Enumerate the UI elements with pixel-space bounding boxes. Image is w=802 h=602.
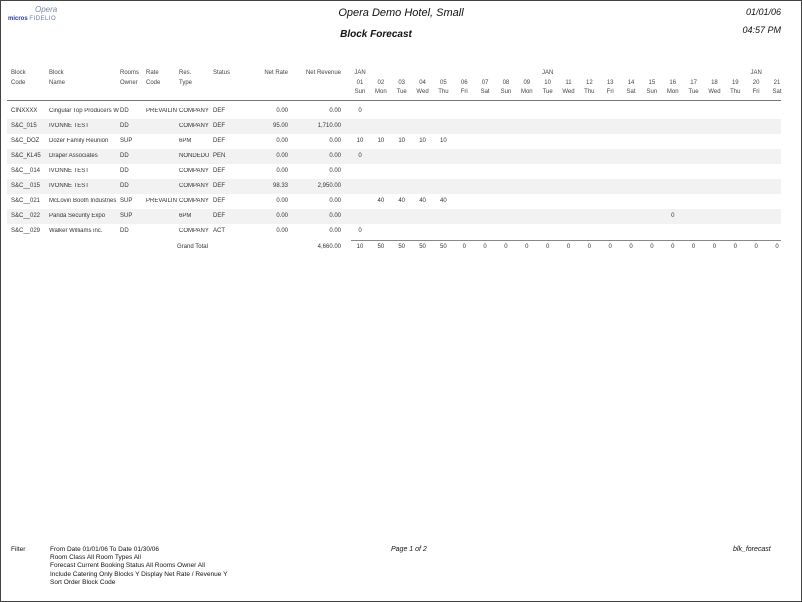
rooms-owner: DD bbox=[120, 183, 129, 189]
day-value: 10 bbox=[419, 138, 426, 144]
day-number: 01 bbox=[356, 80, 364, 86]
day-number: 13 bbox=[606, 80, 614, 86]
net-rate: 0.00 bbox=[276, 108, 288, 114]
block-name: IVONNE TEST bbox=[49, 123, 89, 129]
opera-logo: Opera bbox=[35, 5, 58, 14]
col-net-revenue: Net Revenue bbox=[305, 70, 341, 76]
block-name: Dozer Family Reunion bbox=[49, 138, 109, 144]
grand-total-day-value: 50 bbox=[398, 244, 406, 250]
grand-total-day-value: 0 bbox=[545, 244, 550, 250]
day-value: 0 bbox=[358, 228, 362, 234]
rooms-owner: SUP bbox=[120, 213, 133, 219]
grand-total-day-value: 10 bbox=[356, 244, 364, 250]
filter-line: Sort Order Block Code bbox=[50, 578, 116, 586]
res-type: COMPANY bbox=[179, 198, 209, 204]
res-type: 6PM bbox=[179, 138, 192, 144]
filter-line: Forecast Current Booking Status All Rooms Owner All bbox=[50, 562, 205, 570]
net-rate: 95.00 bbox=[272, 123, 288, 129]
day-value: 40 bbox=[419, 198, 426, 204]
day-value: 0 bbox=[358, 108, 362, 114]
col-net-rate: Net Rate bbox=[264, 70, 288, 76]
day-value: 40 bbox=[398, 198, 406, 204]
table-row bbox=[7, 119, 781, 134]
day-number: 12 bbox=[586, 80, 593, 86]
status: DEF bbox=[213, 123, 225, 129]
grand-total-label: Grand Total bbox=[177, 244, 208, 250]
block-name: Walker Williams inc. bbox=[49, 228, 103, 234]
net-revenue: 0.00 bbox=[329, 198, 341, 204]
res-type: COMPANY bbox=[179, 168, 209, 174]
rooms-owner: DD bbox=[120, 153, 129, 159]
status: PEN bbox=[213, 153, 226, 159]
block-code: S&C__021 bbox=[11, 198, 41, 204]
net-rate: 0.00 bbox=[276, 228, 288, 234]
day-value: 10 bbox=[377, 138, 385, 144]
filter-line: From Date 01/01/06 To Date 01/30/06 bbox=[50, 546, 160, 553]
day-of-week: Wed bbox=[416, 89, 429, 95]
status: DEF bbox=[213, 183, 225, 189]
table-row bbox=[7, 209, 781, 224]
rooms-owner: DD bbox=[120, 123, 129, 129]
grand-total-day-value: 0 bbox=[754, 244, 758, 250]
day-of-week: Sun bbox=[354, 89, 366, 95]
rooms-owner: DD bbox=[120, 228, 129, 234]
day-number: 14 bbox=[627, 80, 635, 86]
day-number: 18 bbox=[711, 80, 718, 86]
hotel-name: Opera Demo Hotel, Small bbox=[338, 7, 464, 19]
day-of-week: Fri bbox=[606, 89, 614, 95]
rooms-owner: SUP bbox=[120, 198, 133, 204]
block-name: Panda Security Expo bbox=[49, 213, 106, 219]
col-block-name: Block Name bbox=[49, 70, 66, 86]
block-code: S&C__014 bbox=[11, 168, 41, 174]
day-month: JAN bbox=[354, 70, 366, 76]
block-name: IVONNE TEST bbox=[49, 168, 89, 174]
day-number: 19 bbox=[731, 80, 739, 86]
day-number: 08 bbox=[502, 80, 510, 86]
res-type: COMPANY bbox=[179, 108, 209, 114]
table-row bbox=[7, 104, 781, 119]
day-value: 40 bbox=[377, 198, 385, 204]
net-rate: 0.00 bbox=[276, 153, 288, 159]
block-code: S&C_KL45 bbox=[11, 153, 41, 159]
day-of-week: Sun bbox=[646, 89, 658, 95]
day-value: 0 bbox=[358, 153, 362, 159]
rate-code: PREVAILIN bbox=[146, 198, 177, 204]
block-code: S&C__029 bbox=[11, 228, 41, 234]
day-value: 10 bbox=[356, 138, 364, 144]
table-row bbox=[7, 149, 781, 164]
grand-total-day-value: 0 bbox=[566, 244, 571, 250]
day-number: 20 bbox=[752, 80, 760, 86]
net-rate: 0.00 bbox=[276, 168, 288, 174]
logo-brand: micros bbox=[8, 16, 28, 22]
day-number: 02 bbox=[377, 80, 385, 86]
page-number: Page 1 of 2 bbox=[391, 546, 427, 553]
day-of-week: Thu bbox=[584, 89, 595, 95]
day-of-week: Sat bbox=[772, 89, 782, 95]
day-number: 07 bbox=[481, 80, 489, 86]
logo-brand2: FIDELIO bbox=[29, 16, 57, 22]
day-of-week: Fri bbox=[752, 89, 760, 95]
day-of-week: Sat bbox=[626, 89, 636, 95]
day-value: 10 bbox=[398, 138, 406, 144]
block-name: McLovin Booth Industries bbox=[49, 198, 117, 204]
status: DEF bbox=[213, 108, 225, 114]
filter-line: Room Class All Room Types All bbox=[50, 554, 141, 562]
grand-total-day-value: 0 bbox=[629, 244, 633, 250]
grand-total-revenue: 4,660.00 bbox=[317, 244, 341, 250]
status: DEF bbox=[213, 138, 225, 144]
col-block-code: Block Code bbox=[11, 70, 26, 86]
res-type: COMPANY bbox=[179, 228, 209, 234]
status: ACT bbox=[213, 228, 225, 234]
day-of-week: Mon bbox=[375, 89, 387, 95]
day-of-week: Sat bbox=[480, 89, 490, 95]
block-code: S&C_DOZ bbox=[11, 138, 40, 144]
day-number: 16 bbox=[669, 80, 677, 86]
day-number: 17 bbox=[690, 80, 697, 86]
net-rate: 0.00 bbox=[276, 198, 288, 204]
grand-total-day-value: 0 bbox=[691, 244, 696, 250]
res-type: COMPANY bbox=[179, 183, 209, 189]
day-number: 06 bbox=[460, 80, 468, 86]
block-code: S&C__015 bbox=[11, 183, 41, 189]
day-number: 21 bbox=[773, 80, 781, 86]
day-of-week: Sun bbox=[500, 89, 512, 95]
day-of-week: Tue bbox=[688, 89, 699, 95]
grand-total-day-value: 0 bbox=[733, 244, 737, 250]
header-divider bbox=[7, 100, 781, 101]
grand-total-day-value: 50 bbox=[377, 244, 385, 250]
day-of-week: Tue bbox=[542, 89, 553, 95]
status: DEF bbox=[213, 198, 225, 204]
day-number: 03 bbox=[398, 80, 406, 86]
res-type: COMPANY bbox=[179, 123, 209, 129]
grand-total-row bbox=[7, 240, 781, 255]
filter-criteria bbox=[50, 546, 227, 587]
grand-total-day-value: 0 bbox=[504, 244, 508, 250]
net-rate: 0.00 bbox=[276, 213, 288, 219]
day-number: 15 bbox=[648, 80, 656, 86]
report-time: 04:57 PM bbox=[742, 25, 781, 35]
day-month: JAN bbox=[750, 70, 762, 76]
filter-label: Filter bbox=[11, 546, 26, 553]
block-code: S&C_015 bbox=[11, 123, 37, 129]
report-name: blk_forecast bbox=[733, 546, 771, 553]
col-res-type: Res. Type bbox=[179, 70, 193, 86]
net-rate: 98.33 bbox=[272, 183, 288, 189]
grand-total-day-value: 0 bbox=[712, 244, 717, 250]
net-revenue: 0.00 bbox=[329, 108, 341, 114]
grand-total-day-value: 0 bbox=[525, 244, 529, 250]
net-rate: 0.00 bbox=[276, 138, 288, 144]
day-number: 04 bbox=[419, 80, 426, 86]
filter-line: Include Catering Only Blocks Y Display Net Rate / Revenue Y bbox=[50, 570, 228, 578]
grand-total-day-value: 0 bbox=[462, 244, 466, 250]
grand-total-day-value: 0 bbox=[671, 244, 675, 250]
day-value: 40 bbox=[440, 198, 447, 204]
grand-total-day-value: 0 bbox=[587, 244, 592, 250]
table-row bbox=[7, 134, 781, 149]
net-revenue: 0.00 bbox=[329, 153, 341, 159]
grand-total-day-value: 0 bbox=[608, 244, 612, 250]
table-row bbox=[7, 224, 781, 239]
status: DEF bbox=[213, 213, 225, 219]
block-code: S&C__022 bbox=[11, 213, 41, 219]
block-name: Draper Associates bbox=[49, 153, 98, 159]
day-number: 05 bbox=[440, 80, 447, 86]
net-revenue: 0.00 bbox=[329, 213, 341, 219]
day-month: JAN bbox=[541, 70, 554, 76]
net-revenue: 2,950.00 bbox=[317, 183, 341, 189]
net-revenue: 0.00 bbox=[329, 168, 341, 174]
res-type: NONDEDU bbox=[179, 153, 210, 159]
table-row bbox=[7, 179, 781, 194]
day-of-week: Mon bbox=[666, 89, 679, 95]
table-row bbox=[7, 164, 781, 179]
col-rooms-owner: Rooms Owner bbox=[120, 70, 140, 86]
day-number: 09 bbox=[523, 80, 531, 86]
grand-total-day-value: 50 bbox=[419, 244, 426, 250]
rate-code: PREVAILIN bbox=[146, 108, 177, 114]
block-name: IVONNE TEST bbox=[49, 183, 89, 189]
day-value: 0 bbox=[671, 213, 675, 219]
day-of-week: Mon bbox=[520, 89, 533, 95]
grand-total-day-value: 0 bbox=[483, 244, 487, 250]
day-of-week: Wed bbox=[708, 89, 721, 95]
day-of-week: Fri bbox=[460, 89, 468, 95]
day-of-week: Wed bbox=[562, 89, 575, 95]
grand-total-day-value: 0 bbox=[650, 244, 654, 250]
status: DEF bbox=[213, 168, 225, 174]
day-number: 11 bbox=[565, 80, 572, 86]
block-code: CINXXXX bbox=[11, 108, 38, 114]
net-revenue: 0.00 bbox=[329, 138, 341, 144]
report-title: Block Forecast bbox=[340, 29, 412, 40]
res-type: 6PM bbox=[179, 213, 192, 219]
col-rate-code: Rate Code bbox=[146, 70, 161, 86]
day-of-week: Tue bbox=[396, 89, 407, 95]
rooms-owner: SUP bbox=[120, 138, 133, 144]
rooms-owner: DD bbox=[120, 168, 129, 174]
net-revenue: 1,710.00 bbox=[317, 123, 341, 129]
col-status: Status bbox=[213, 70, 231, 76]
block-name: Cingular Top Producers W bbox=[49, 108, 119, 114]
day-value: 10 bbox=[440, 138, 447, 144]
day-of-week: Thu bbox=[438, 89, 449, 95]
day-of-week: Thu bbox=[730, 89, 741, 95]
rooms-owner: DD bbox=[120, 108, 129, 114]
grand-total-day-value: 50 bbox=[440, 244, 447, 250]
grand-total-day-value: 0 bbox=[775, 244, 779, 250]
day-number: 10 bbox=[544, 80, 551, 86]
report-date: 01/01/06 bbox=[745, 7, 781, 17]
net-revenue: 0.00 bbox=[329, 228, 341, 234]
table-row bbox=[7, 194, 781, 209]
